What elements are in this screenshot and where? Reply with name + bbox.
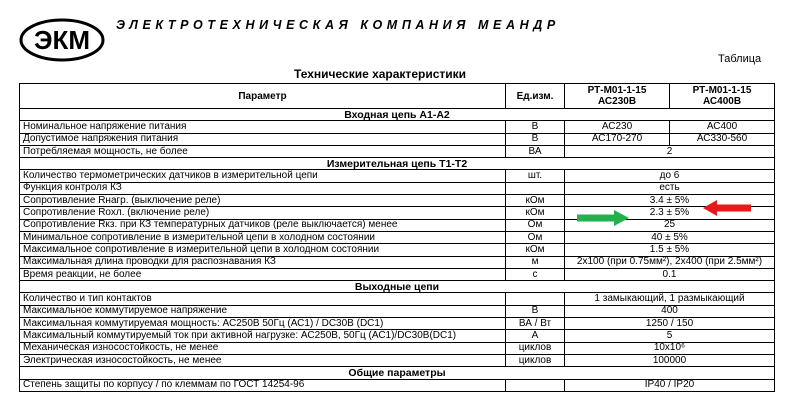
specifications-table [19, 83, 775, 392]
table-row [20, 145, 775, 157]
column-header-model-230 [565, 84, 670, 109]
logo-text: ЭКМ [33, 25, 91, 55]
document-title: Технические характеристики [293, 67, 467, 81]
table-row [20, 342, 775, 354]
value-cell: IP40 / IP20 [565, 379, 775, 391]
table-row [20, 244, 775, 256]
unit-cell: циклов [506, 342, 565, 354]
unit-cell: Ом [506, 219, 565, 231]
parameter-cell: Механическая износостойкость, не менее [20, 342, 506, 354]
unit-cell: В [506, 133, 565, 145]
unit-cell: ВА / Вт [506, 318, 565, 330]
unit-cell: шт. [506, 170, 565, 182]
value-cell: 2х100 (при 0.75мм²), 2х400 (при 2.5мм²) [565, 256, 775, 268]
value-cell: 2 [565, 145, 775, 157]
value-cell: 25 [565, 219, 775, 231]
header-line: РТ-М01-1-15 [587, 85, 647, 96]
parameter-cell: Потребляемая мощность, не более [20, 145, 506, 157]
unit-cell: циклов [506, 354, 565, 366]
value-cell: 5 [565, 330, 775, 342]
value-cell: 40 ± 5% [565, 231, 775, 243]
unit-cell [506, 182, 565, 194]
value-cell: 3.4 ± 5% [565, 195, 775, 207]
header-line: РТ-М01-1-15 [692, 85, 752, 96]
value-cell: 0.1 [565, 268, 775, 280]
table-row [20, 219, 775, 231]
unit-cell: А [506, 330, 565, 342]
parameter-cell: Сопротивление Rнагр. (выключение реле) [20, 195, 506, 207]
parameter-cell: Максимальный коммутируемый ток при активной нагрузке: АС250В, 50Гц (АС1)/DC30B(DC1) [20, 330, 506, 342]
table-row [20, 354, 775, 366]
table-row [20, 379, 775, 391]
value-cell: 100000 [565, 354, 775, 366]
parameter-cell: Количество термометрических датчиков в измерительной цепи [20, 170, 506, 182]
value-cell: 1 замыкающий, 1 размыкающий [565, 293, 775, 305]
parameter-cell: Максимальное коммутируемое напряжение [20, 305, 506, 317]
value-cell: 400 [565, 305, 775, 317]
table-row [20, 170, 775, 182]
unit-cell: Ом [506, 231, 565, 243]
table-header-row [20, 84, 775, 109]
unit-cell [506, 379, 565, 391]
value-cell-400: АС400 [670, 121, 775, 133]
green-arrow-icon [577, 210, 629, 226]
unit-cell: кОм [506, 244, 565, 256]
value-cell: до 6 [565, 170, 775, 182]
parameter-cell: Номинальное напряжение питания [20, 121, 506, 133]
table-row [20, 268, 775, 280]
unit-cell: ВА [506, 145, 565, 157]
unit-cell [506, 293, 565, 305]
section-title: Общие параметры [20, 367, 775, 379]
parameter-cell: Электрическая износостойкость, не менее [20, 354, 506, 366]
value-cell-400: АС330-560 [670, 133, 775, 145]
value-cell: 1250 / 150 [565, 318, 775, 330]
section-title: Выходные цепи [20, 281, 775, 293]
section-row [20, 367, 775, 379]
value-cell: 10х10⁶ [565, 342, 775, 354]
table-row [20, 195, 775, 207]
value-cell: есть [565, 182, 775, 194]
unit-cell: м [506, 256, 565, 268]
parameter-cell: Минимальное сопротивление в измерительной цепи в холодном состоянии [20, 231, 506, 243]
table-label: Таблица [718, 53, 762, 65]
parameter-cell: Максимальная коммутируемая мощность: АС250В 50Гц (АС1) / DC30B (DC1) [20, 318, 506, 330]
column-header-unit: Ед.изм. [506, 84, 565, 109]
unit-cell: кОм [506, 207, 565, 219]
value-cell: 1.5 ± 5% [565, 244, 775, 256]
ekm-logo [18, 17, 106, 63]
parameter-cell: Сопротивление Rохл. (включение реле) [20, 207, 506, 219]
parameter-cell: Функция контроля КЗ [20, 182, 506, 194]
parameter-cell: Максимальное сопротивление в измерительной цепи в холодном состоянии [20, 244, 506, 256]
table-row [20, 293, 775, 305]
table-row [20, 231, 775, 243]
value-cell: 2.3 ± 5% [565, 207, 775, 219]
table-row [20, 182, 775, 194]
header-line: АС230В [597, 96, 637, 107]
parameter-cell: Максимальная длина проводки для распознавания КЗ [20, 256, 506, 268]
section-row [20, 109, 775, 121]
value-cell-230: АС230 [565, 121, 670, 133]
unit-cell: В [506, 305, 565, 317]
table-row [20, 133, 775, 145]
table-row [20, 256, 775, 268]
parameter-cell: Степень защиты по корпусу / по клеммам по ГОСТ 14254-96 [20, 379, 506, 391]
parameter-cell: Время реакции, не более [20, 268, 506, 280]
unit-cell: с [506, 268, 565, 280]
section-title: Входная цепь А1-А2 [20, 109, 775, 121]
table-row [20, 330, 775, 342]
red-arrow-icon [703, 200, 751, 216]
company-name: ЭЛЕКТРОТЕХНИЧЕСКАЯ КОМПАНИЯ МЕАНДР [116, 18, 560, 32]
column-header-parameter: Параметр [20, 84, 506, 109]
unit-cell: В [506, 121, 565, 133]
value-cell-230: АС170-270 [565, 133, 670, 145]
table-row [20, 305, 775, 317]
section-title: Измерительная цепь Т1-Т2 [20, 158, 775, 170]
section-row [20, 158, 775, 170]
table-row [20, 121, 775, 133]
parameter-cell: Количество и тип контактов [20, 293, 506, 305]
header-line: АС400В [702, 96, 742, 107]
table-row [20, 318, 775, 330]
parameter-cell: Допустимое напряжения питания [20, 133, 506, 145]
column-header-model-400 [670, 84, 775, 109]
parameter-cell: Сопротивление Rкз. при КЗ температурных датчиков (реле выключается) менее [20, 219, 506, 231]
section-row [20, 281, 775, 293]
unit-cell: кОм [506, 195, 565, 207]
table-row [20, 207, 775, 219]
